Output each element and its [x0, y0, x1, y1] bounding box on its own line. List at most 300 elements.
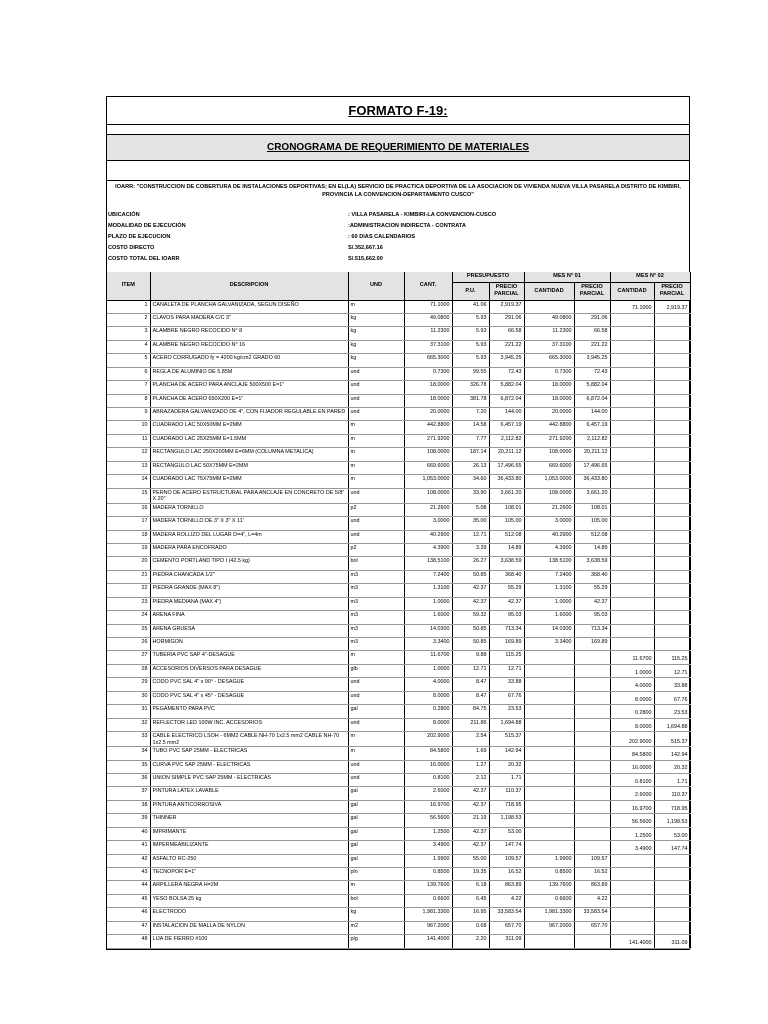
table-row — [107, 935, 690, 948]
item-partial-price: 20,211.12 — [489, 448, 524, 461]
header-description: DESCRIPCION — [150, 272, 348, 300]
month-1-quantity: 967.2000 — [524, 921, 574, 934]
table-row — [107, 664, 690, 677]
table-row — [107, 773, 690, 786]
table-row — [107, 421, 690, 434]
item-quantity: 665.3000 — [404, 354, 452, 367]
month-2-quantity — [610, 894, 654, 907]
item-unit-price: 55.00 — [452, 854, 489, 867]
item-description: CUADRADO LAC 25X25MM E=1.5MM — [150, 434, 348, 447]
item-partial-price: 1,198.53 — [489, 814, 524, 827]
item-description: PINTURA LATEX LAVABLE — [150, 787, 348, 800]
item-partial-price: 67.76 — [489, 691, 524, 704]
item-description: MADERA TORNILLO DE 3" X 3" X 11' — [150, 517, 348, 530]
month-1-quantity: 4.3900 — [524, 543, 574, 556]
item-number: 48 — [107, 935, 150, 948]
project-description: IOARR: "CONSTRUCCION DE COBERTURA DE INSTALACIONES DEPORTIVAS; EN EL(LA) SERVICIO DE PRACTICA DEPORTIVA DE LA ASOCIACION DE VIVIENDA NUEVA VILLA PASARELA DISTRITO DE KIMBIRI, PROVINCIA LA CONVENCION-DEPARTAMENTO CUSCO" — [115, 184, 681, 198]
item-description: ALAMBRE NEGRO RECOCIDO N° 16 — [150, 340, 348, 353]
item-unit: gal — [348, 705, 404, 718]
item-unit: gal — [348, 841, 404, 854]
item-partial-price: 105.00 — [489, 517, 524, 530]
item-partial-price: 1.71 — [489, 773, 524, 786]
item-number: 10 — [107, 421, 150, 434]
table-row — [107, 327, 690, 340]
month-2-partial — [654, 340, 690, 353]
month-2-quantity — [610, 434, 654, 447]
month-2-quantity: 8.0000 — [610, 691, 654, 704]
month-1-quantity: 1.9900 — [524, 854, 574, 867]
item-unit: m — [348, 747, 404, 760]
item-number: 20 — [107, 557, 150, 570]
table-row — [107, 678, 690, 691]
page-title — [107, 97, 689, 125]
item-partial-price: 147.74 — [489, 841, 524, 854]
month-2-partial — [654, 881, 690, 894]
item-partial-price: 3,638.59 — [489, 557, 524, 570]
item-unit: kg — [348, 340, 404, 353]
item-unit-price: 211.86 — [452, 718, 489, 731]
item-quantity: 16.0000 — [404, 760, 452, 773]
month-1-quantity — [524, 800, 574, 813]
item-number: 23 — [107, 597, 150, 610]
item-unit: glb — [348, 664, 404, 677]
month-1-partial — [574, 691, 610, 704]
item-unit: p2 — [348, 543, 404, 556]
item-number: 33 — [107, 732, 150, 747]
table-row — [107, 814, 690, 827]
item-quantity: 21.2600 — [404, 503, 452, 516]
item-number: 38 — [107, 800, 150, 813]
month-2-quantity — [610, 488, 654, 503]
item-partial-price: 311.09 — [489, 935, 524, 948]
item-unit: kg — [348, 327, 404, 340]
item-quantity: 40.2900 — [404, 530, 452, 543]
month-1-quantity: 18.0000 — [524, 394, 574, 407]
item-quantity: 1.0000 — [404, 664, 452, 677]
item-number: 36 — [107, 773, 150, 786]
item-partial-price: 23.53 — [489, 705, 524, 718]
item-number: 34 — [107, 747, 150, 760]
item-number: 42 — [107, 854, 150, 867]
item-number: 3 — [107, 327, 150, 340]
header-item: ITEM — [107, 272, 150, 300]
month-1-quantity: 442.8800 — [524, 421, 574, 434]
header-unit: UND — [348, 272, 404, 300]
month-1-quantity: 138.5100 — [524, 557, 574, 570]
item-unit: m3 — [348, 597, 404, 610]
item-quantity: 49.0800 — [404, 313, 452, 326]
month-2-partial: 33.88 — [654, 678, 690, 691]
item-unit: m — [348, 434, 404, 447]
month-1-quantity — [524, 760, 574, 773]
item-number: 9 — [107, 408, 150, 421]
month-2-partial — [654, 557, 690, 570]
month-1-quantity: 20.0000 — [524, 408, 574, 421]
header-month-1: MES N° 01 — [524, 272, 610, 282]
item-unit: bol — [348, 894, 404, 907]
item-unit-price: 3.39 — [452, 543, 489, 556]
item-partial-price: 142.94 — [489, 747, 524, 760]
item-description: CANALETA DE PLANCHA GALVANIZADA, SEGUN DISEÑO — [150, 300, 348, 313]
month-1-partial: 6,457.19 — [574, 421, 610, 434]
month-2-partial: 142.94 — [654, 747, 690, 760]
month-1-quantity: 271.9200 — [524, 434, 574, 447]
month-2-quantity — [610, 394, 654, 407]
item-partial-price: 95.03 — [489, 611, 524, 624]
item-partial-price: 42.37 — [489, 597, 524, 610]
item-unit-price: 12.71 — [452, 530, 489, 543]
month-1-partial: 3,638.59 — [574, 557, 610, 570]
item-description: PIEDRA GRANDE (MAX 8") — [150, 584, 348, 597]
item-quantity: 967.2000 — [404, 921, 452, 934]
item-number: 21 — [107, 570, 150, 583]
month-1-partial: 713.34 — [574, 624, 610, 637]
item-quantity: 1,053.0000 — [404, 475, 452, 488]
month-2-partial — [654, 313, 690, 326]
month-1-quantity: 1.6000 — [524, 611, 574, 624]
month-1-quantity — [524, 678, 574, 691]
month-1-partial: 3,945.25 — [574, 354, 610, 367]
item-quantity: 18.0000 — [404, 394, 452, 407]
title-text: FORMATO F-19: — [348, 103, 448, 118]
item-quantity: 11.2300 — [404, 327, 452, 340]
item-partial-price: 20.32 — [489, 760, 524, 773]
month-2-quantity — [610, 611, 654, 624]
item-partial-price: 863.89 — [489, 881, 524, 894]
month-2-partial — [654, 908, 690, 921]
month-2-quantity: 0.2800 — [610, 705, 654, 718]
item-description: THINNER — [150, 814, 348, 827]
item-partial-price: 55.29 — [489, 584, 524, 597]
month-1-partial — [574, 732, 610, 747]
month-2-quantity: 56.5600 — [610, 814, 654, 827]
item-unit-price: 41.06 — [452, 300, 489, 313]
month-2-quantity: 11.6700 — [610, 651, 654, 664]
item-description: PIEDRA CHANCADA 1/2" — [150, 570, 348, 583]
table-row — [107, 854, 690, 867]
item-unit-price: 2.20 — [452, 935, 489, 948]
item-unit: gal — [348, 827, 404, 840]
item-description: PLANCHA DE ACERO PARA ANCLAJE 500X500 E=1" — [150, 381, 348, 394]
item-unit-price: 187.14 — [452, 448, 489, 461]
item-quantity: 141.4000 — [404, 935, 452, 948]
item-unit: und — [348, 530, 404, 543]
item-number: 43 — [107, 868, 150, 881]
month-2-quantity — [610, 854, 654, 867]
item-quantity: 1.9900 — [404, 854, 452, 867]
table-row — [107, 760, 690, 773]
table-row — [107, 354, 690, 367]
item-partial-price: 5,882.04 — [489, 381, 524, 394]
item-quantity: 669.6000 — [404, 461, 452, 474]
item-unit: und — [348, 678, 404, 691]
item-unit: m2 — [348, 921, 404, 934]
month-2-partial: 67.76 — [654, 691, 690, 704]
spacer-band — [107, 125, 689, 135]
table-row — [107, 503, 690, 516]
table-row — [107, 367, 690, 380]
item-number: 31 — [107, 705, 150, 718]
item-description: IMPERMEABILIZANTE — [150, 841, 348, 854]
item-quantity: 8.0000 — [404, 718, 452, 731]
item-unit-price: 5.08 — [452, 503, 489, 516]
item-quantity: 0.8500 — [404, 868, 452, 881]
item-number: 14 — [107, 475, 150, 488]
item-number: 15 — [107, 488, 150, 503]
spacer-band — [107, 161, 689, 181]
month-2-quantity — [610, 421, 654, 434]
item-unit: kg — [348, 313, 404, 326]
month-2-quantity — [610, 881, 654, 894]
table-row — [107, 705, 690, 718]
item-unit: und — [348, 394, 404, 407]
month-2-partial: 53.00 — [654, 827, 690, 840]
item-partial-price: 3,661.20 — [489, 488, 524, 503]
table-row — [107, 530, 690, 543]
format-sheet — [106, 96, 690, 950]
item-partial-price: 14.89 — [489, 543, 524, 556]
item-description: CUADRADO LAC 50X50MM E=2MM — [150, 421, 348, 434]
header-budget: PRESUPUESTO — [452, 272, 524, 282]
info-row-total-cost — [108, 254, 688, 265]
item-unit-price: 42.37 — [452, 827, 489, 840]
month-2-quantity: 16.9700 — [610, 800, 654, 813]
item-description: PLANCHA DE ACERO 650X200 E=1" — [150, 394, 348, 407]
item-unit-price: 21.19 — [452, 814, 489, 827]
table-row — [107, 611, 690, 624]
month-2-quantity — [610, 327, 654, 340]
item-unit: und — [348, 488, 404, 503]
item-unit-price: 12.71 — [452, 664, 489, 677]
item-number: 4 — [107, 340, 150, 353]
item-description: ALAMBRE NEGRO RECOCIDO N° 8 — [150, 327, 348, 340]
table-row — [107, 908, 690, 921]
month-2-quantity — [610, 354, 654, 367]
item-description: INSTALACION DE MALLA DE NYLON — [150, 921, 348, 934]
item-description: CODO PVC SAL 4" x 45° - DESAGUE — [150, 691, 348, 704]
info-label: UBICACIÓN — [108, 212, 140, 218]
item-description: ARENA GRUESA — [150, 624, 348, 637]
table-row — [107, 827, 690, 840]
month-1-partial — [574, 935, 610, 948]
item-unit-price: 16.95 — [452, 908, 489, 921]
item-number: 19 — [107, 543, 150, 556]
month-2-partial — [654, 421, 690, 434]
item-partial-price: 109.57 — [489, 854, 524, 867]
table-row — [107, 584, 690, 597]
month-1-partial — [574, 787, 610, 800]
month-1-quantity: 14.0300 — [524, 624, 574, 637]
month-2-partial — [654, 570, 690, 583]
item-partial-price: 515.37 — [489, 732, 524, 747]
item-number: 47 — [107, 921, 150, 934]
item-quantity: 8.0000 — [404, 691, 452, 704]
item-number: 35 — [107, 760, 150, 773]
month-2-partial — [654, 597, 690, 610]
month-1-partial: 16.52 — [574, 868, 610, 881]
item-number: 2 — [107, 313, 150, 326]
month-1-partial: 66.58 — [574, 327, 610, 340]
item-partial-price: 33,583.54 — [489, 908, 524, 921]
item-partial-price: 72.43 — [489, 367, 524, 380]
item-unit-price: 35.00 — [452, 517, 489, 530]
info-row-duration — [108, 232, 688, 243]
item-quantity: 138.5100 — [404, 557, 452, 570]
table-row — [107, 894, 690, 907]
item-description: REGLA DE ALUMINIO DE 5.85M — [150, 367, 348, 380]
month-1-quantity: 669.6000 — [524, 461, 574, 474]
month-1-quantity: 1.0000 — [524, 597, 574, 610]
month-2-quantity — [610, 908, 654, 921]
item-quantity: 7.2400 — [404, 570, 452, 583]
month-2-partial — [654, 530, 690, 543]
month-1-quantity — [524, 747, 574, 760]
item-unit: und — [348, 718, 404, 731]
table-row — [107, 718, 690, 731]
item-quantity: 11.6700 — [404, 651, 452, 664]
item-description: RECTANGULO LAC 250X200MM E=6MM (COLUMNA METALICA) — [150, 448, 348, 461]
month-2-quantity: 84.5800 — [610, 747, 654, 760]
item-unit-price: 5.93 — [452, 340, 489, 353]
month-1-partial — [574, 814, 610, 827]
item-unit-price: 1.69 — [452, 747, 489, 760]
month-2-quantity — [610, 543, 654, 556]
item-partial-price: 291.06 — [489, 313, 524, 326]
item-partial-price: 169.89 — [489, 638, 524, 651]
table-row — [107, 638, 690, 651]
info-label: COSTO DIRECTO — [108, 245, 155, 251]
info-label: PLAZO DE EJECUCION — [108, 234, 171, 240]
month-2-quantity — [610, 638, 654, 651]
item-number: 24 — [107, 611, 150, 624]
item-unit-price: 19.35 — [452, 868, 489, 881]
item-quantity: 84.5800 — [404, 747, 452, 760]
subtitle-text: CRONOGRAMA DE REQUERIMIENTO DE MATERIALES — [266, 142, 530, 153]
item-unit: plg — [348, 935, 404, 948]
month-1-quantity — [524, 300, 574, 313]
item-partial-price: 368.40 — [489, 570, 524, 583]
month-1-partial — [574, 800, 610, 813]
month-2-partial — [654, 868, 690, 881]
item-description: ACCESORIOS DIVERSOS PARA DESAGUE — [150, 664, 348, 677]
item-number: 16 — [107, 503, 150, 516]
month-2-partial — [654, 461, 690, 474]
item-unit: m — [348, 300, 404, 313]
item-unit: m3 — [348, 638, 404, 651]
item-partial-price: 512.08 — [489, 530, 524, 543]
month-1-quantity: 1,053.0000 — [524, 475, 574, 488]
month-2-quantity: 3.4900 — [610, 841, 654, 854]
item-unit: gal — [348, 787, 404, 800]
item-partial-price: 1,694.88 — [489, 718, 524, 731]
item-unit-price: 0.68 — [452, 921, 489, 934]
table-row — [107, 787, 690, 800]
item-quantity: 1.2500 — [404, 827, 452, 840]
info-row-direct-cost — [108, 243, 688, 254]
item-description: TUBO PVC SAP 25MM - ELECTRICAS — [150, 747, 348, 760]
item-description: PINTURA ANTICORROSIVA — [150, 800, 348, 813]
month-2-partial — [654, 367, 690, 380]
month-2-partial: 718.95 — [654, 800, 690, 813]
table-row — [107, 691, 690, 704]
month-2-partial: 1.71 — [654, 773, 690, 786]
item-quantity: 3.3400 — [404, 638, 452, 651]
item-unit-price: 5.93 — [452, 354, 489, 367]
item-description: ASFALTO RC-250 — [150, 854, 348, 867]
item-unit-price: 34.60 — [452, 475, 489, 488]
info-value: S/.515,662.00 — [348, 256, 383, 262]
month-2-partial — [654, 584, 690, 597]
item-unit: m3 — [348, 584, 404, 597]
month-2-partial — [654, 354, 690, 367]
header-month-2: MES N° 02 — [610, 272, 690, 282]
item-partial-price: 66.58 — [489, 327, 524, 340]
item-unit-price: 8.47 — [452, 691, 489, 704]
item-number: 18 — [107, 530, 150, 543]
month-1-quantity: 3.3400 — [524, 638, 574, 651]
item-unit-price: 2.54 — [452, 732, 489, 747]
month-1-partial: 291.06 — [574, 313, 610, 326]
month-2-partial — [654, 488, 690, 503]
month-1-partial: 109.57 — [574, 854, 610, 867]
month-2-quantity: 4.0000 — [610, 678, 654, 691]
item-description: PIEDRA MEDIANA (MAX 4") — [150, 597, 348, 610]
item-description: TECNOPOR E=1" — [150, 868, 348, 881]
header-month-2-partial: PRECIO PARCIAL — [654, 282, 690, 300]
item-number: 5 — [107, 354, 150, 367]
item-quantity: 442.8800 — [404, 421, 452, 434]
month-1-partial: 33,583.54 — [574, 908, 610, 921]
month-1-partial: 36,433.80 — [574, 475, 610, 488]
item-description: MADERA TORNILLO — [150, 503, 348, 516]
item-partial-price: 12.71 — [489, 664, 524, 677]
month-2-partial: 110.37 — [654, 787, 690, 800]
item-description: IMPRIMANTE — [150, 827, 348, 840]
month-2-partial — [654, 517, 690, 530]
item-quantity: 0.2800 — [404, 705, 452, 718]
item-number: 27 — [107, 651, 150, 664]
month-1-partial: 169.89 — [574, 638, 610, 651]
month-1-quantity: 0.6600 — [524, 894, 574, 907]
item-description: MADERA PARA ENCOFRADO — [150, 543, 348, 556]
item-unit-price: 26.13 — [452, 461, 489, 474]
item-unit: und — [348, 773, 404, 786]
item-unit-price: 5.93 — [452, 313, 489, 326]
item-number: 46 — [107, 908, 150, 921]
month-2-partial: 147.74 — [654, 841, 690, 854]
month-2-quantity — [610, 921, 654, 934]
month-2-partial: 515.37 — [654, 732, 690, 747]
month-2-quantity — [610, 597, 654, 610]
item-unit: und — [348, 517, 404, 530]
month-2-quantity — [610, 313, 654, 326]
month-1-partial: 3,661.20 — [574, 488, 610, 503]
item-unit-price: 42.37 — [452, 841, 489, 854]
item-unit-price: 5.93 — [452, 327, 489, 340]
item-number: 17 — [107, 517, 150, 530]
month-1-partial: 5,882.04 — [574, 381, 610, 394]
month-1-partial: 863.89 — [574, 881, 610, 894]
item-number: 32 — [107, 718, 150, 731]
month-1-quantity — [524, 814, 574, 827]
item-unit-price: 42.37 — [452, 597, 489, 610]
month-2-quantity: 202.9000 — [610, 732, 654, 747]
item-quantity: 71.1000 — [404, 300, 452, 313]
item-description: PERNO DE ACERO ESTRUCTURAL PARA ANCLAJE EN CONCRETO DE 5/8" X 20" — [150, 488, 348, 503]
month-2-quantity — [610, 503, 654, 516]
item-description: ARPILLERA NEGRA H=2M — [150, 881, 348, 894]
table-row — [107, 800, 690, 813]
